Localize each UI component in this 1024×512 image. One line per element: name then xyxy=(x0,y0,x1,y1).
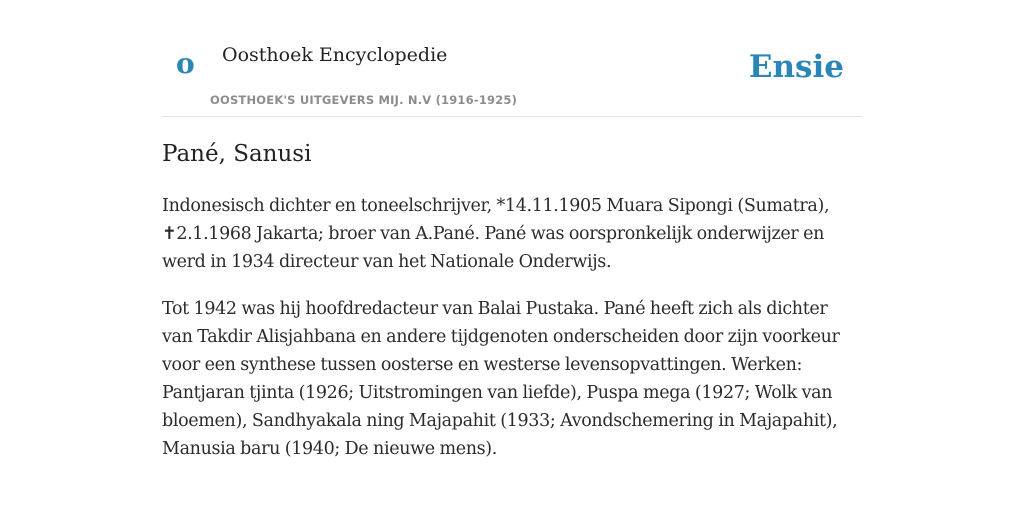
site-logo[interactable]: o xyxy=(176,47,195,80)
site-title[interactable]: Oosthoek Encyclopedie xyxy=(222,44,448,66)
entry-title: Pané, Sanusi xyxy=(162,141,312,167)
brand-logo[interactable]: Ensie xyxy=(748,49,844,85)
entry-paragraph: Tot 1942 was hij hoofdredacteur van Balai Pustaka. Pané heeft zich als dichter van Takdir Alisjahbana en andere tijdgenoten onderscheiden door zijn voorkeur voor een synthese tussen oosterse en westerse levensopvattingen. Werken: Pantjaran tjinta (1926; Uitstromingen van liefde), Puspa mega (1927; Wolk van bloemen), Sandhyakala ning Majapahit (1933; Avondschemering in Majapahit), Manusia baru (1940; De nieuwe mens). xyxy=(162,299,840,459)
publisher-label: OOSTHOEK'S UITGEVERS MIJ. N.V (1916-1925) xyxy=(210,93,518,107)
page-container xyxy=(162,0,862,459)
entry-body xyxy=(162,192,862,482)
entry-paragraph: Indonesisch dichter en toneelschrijver, *14.11.1905 Muara Sipongi (Sumatra), ✝2.1.1968 Jakarta; broer van A.Pané. Pané was oorspronkelijk onderwijzer en werd in 1934 directeur van het Nationale Onderwijs. xyxy=(162,196,830,272)
site-header xyxy=(162,0,862,117)
